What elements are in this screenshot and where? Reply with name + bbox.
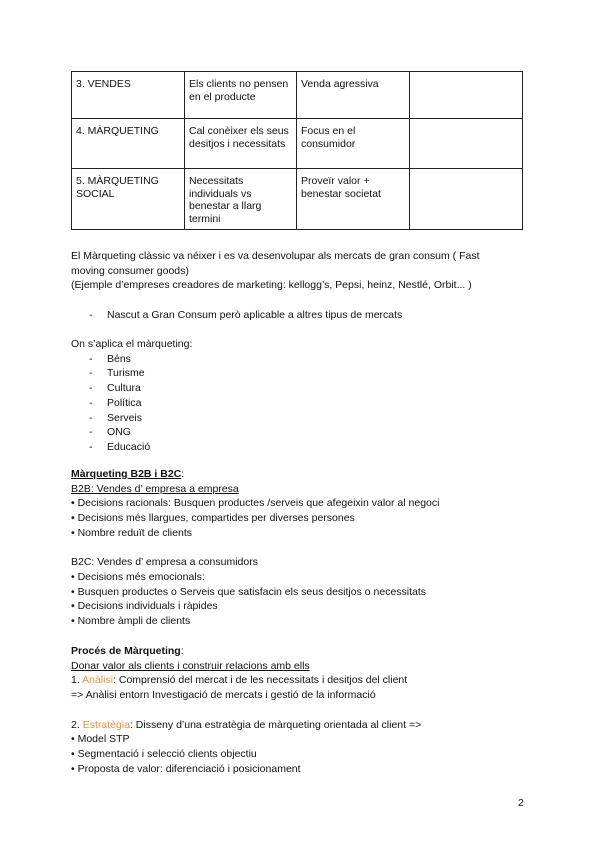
applies-section	[71, 337, 541, 455]
list-item: - Béns	[89, 352, 131, 365]
list-item: • Nombre reduït de clients	[71, 526, 192, 539]
list-item: • Decisions racionals: Busquen productes /serveis que afegeixin valor al negoci	[71, 497, 440, 510]
intro-line: El Màrqueting clàssic va néixer i es va desenvolupar als mercats de gran consum ( Fast	[71, 250, 480, 262]
origin-list	[71, 308, 541, 323]
table-cell: Proveïr valor + benestar societat	[297, 169, 410, 230]
section-heading: Màrqueting B2B i B2C:	[71, 468, 185, 480]
table-cell: Necessitats individuals vs benestar a llarg termini	[185, 169, 297, 230]
table-row	[72, 72, 523, 119]
table-row	[72, 169, 523, 230]
table-cell: 4. MÀRQUETING	[72, 119, 185, 169]
stages-table	[71, 71, 523, 230]
table-cell: Els clients no pensen en el producte	[185, 72, 297, 119]
table-cell	[410, 169, 523, 230]
table-cell	[410, 72, 523, 119]
b2b-b2c-section	[71, 467, 541, 629]
list-item: - Cultura	[89, 382, 141, 395]
table-cell	[410, 119, 523, 169]
intro-paragraph	[71, 249, 541, 293]
list-item: - Educació	[89, 440, 151, 453]
step-label: Anàlisi	[82, 674, 114, 687]
list-item: • Decisions més emocionals:	[71, 570, 205, 583]
process-step-2: 2. Estratègia: Disseny d’una estratègia de màrqueting orientada al client =>	[71, 718, 422, 731]
process-section	[71, 644, 541, 776]
table-cell: Cal conèixer els seus desitjos i necessitats	[185, 119, 297, 169]
list-item: - Turisme	[89, 367, 145, 380]
list-item: • Decisions més llargues, compartides per diverses persones	[71, 512, 355, 525]
process-subtitle: Donar valor als clients i construir relacions amb ells	[71, 659, 310, 672]
intro-line: moving consumer goods)	[71, 264, 189, 277]
section-heading: Procés de Màrqueting:	[71, 645, 184, 657]
table-cell: Focus en el consumidor	[297, 119, 410, 169]
table-cell: 3. VENDES	[72, 72, 185, 119]
intro-line: (Ejemple d’empreses creadores de marketing: kellogg’s, Pepsi, heinz, Nestlé, Orbit... )	[71, 279, 472, 292]
list-item: - Nascut a Gran Consum però aplicable a altres tipus de mercats	[89, 309, 403, 321]
process-step-1: 1. Anàlisi: Comprensió del mercat i de les necessitats i desitjos del client	[71, 674, 408, 687]
table-cell: Venda agressiva	[297, 72, 410, 119]
b2c-title: B2C: Vendes d’ empresa a consumidors	[71, 556, 258, 569]
table-row	[72, 119, 523, 169]
list-item: - Serveis	[89, 411, 143, 424]
list-item: - Política	[89, 396, 142, 409]
list-item: • Segmentació i selecció clients objectiu	[71, 747, 257, 760]
list-item: • Proposta de valor: diferenciació i posicionament	[71, 762, 301, 775]
list-item: • Busquen productes o Serveis que satisfacin els seus desitjos o necessitats	[71, 585, 427, 598]
list-item: • Model STP	[71, 733, 130, 746]
list-item: • Nombre àmpli de clients	[71, 615, 191, 628]
list-item: - ONG	[89, 426, 131, 439]
step-label: Estratègia	[82, 718, 130, 731]
list-item: • Decisions individuals i ràpides	[71, 600, 218, 613]
table-cell: 5. MÀRQUETING SOCIAL	[72, 169, 185, 230]
process-step-detail: => Anàlisi entorn Investigació de mercats i gestió de la informació	[71, 689, 376, 702]
page-number: 2	[518, 797, 524, 809]
applies-title: On s’aplica el màrqueting:	[71, 338, 193, 350]
b2b-title: B2B: Vendes d’ empresa a empresa	[71, 482, 239, 495]
